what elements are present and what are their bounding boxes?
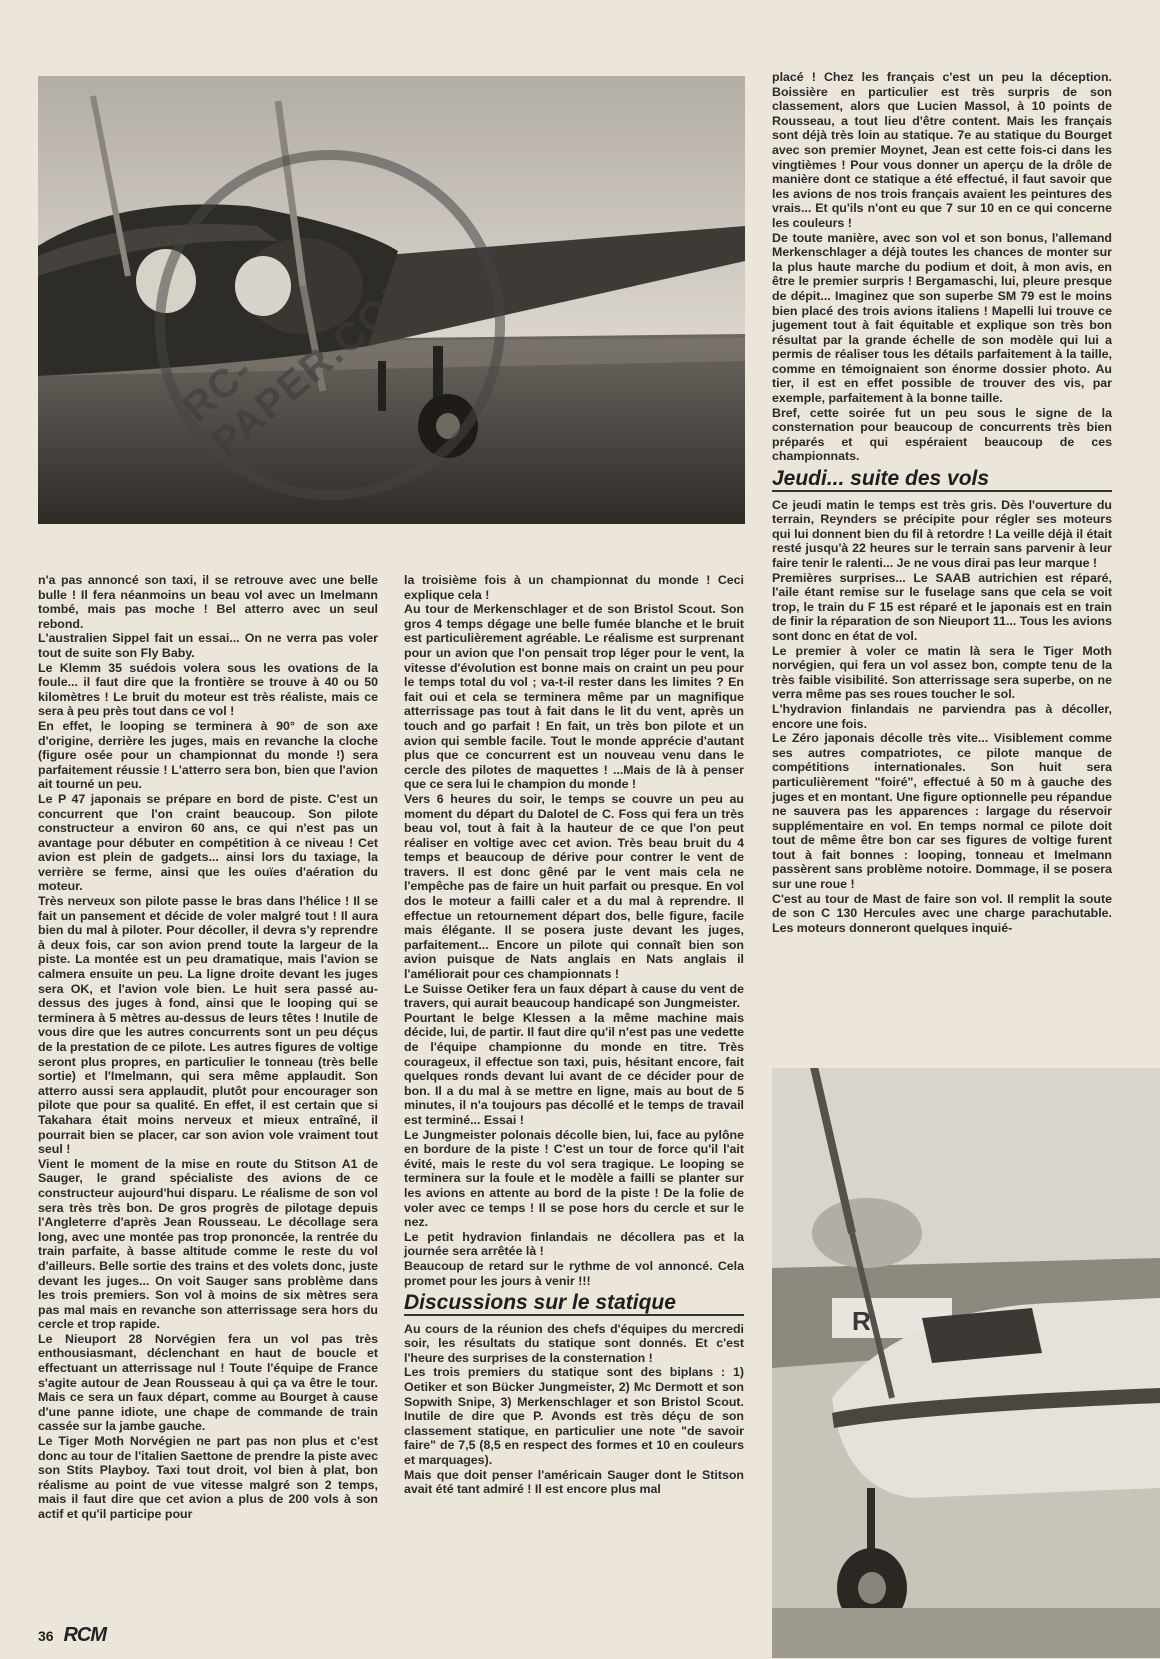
paragraph: Vient le moment de la mise en route du Stitson A1 de Sauger, le grand spécialiste des avions de ce constructeur aujourd'hui disparu. Le réalisme de son vol sera très très bon. De gros progrès de pilotage depuis l'Angleterre d'après Jean Rousseau. Le décollage sera long, avec une montée pas trop prononcée, la rentrée du train parfaite, à basse altitude comme le reste du vol d'ailleurs. Belle sortie des trains et des volets donc, juste devant les juges... On voit Sauger sans problème dans les trois premiers. Son vol à moins de six mètres sera pas mal mais en revanche son atterrissage sera hors du cercle et trop rapide. [38,1156,378,1332]
paragraph: Le P 47 japonais se prépare en bord de piste. C'est un concurrent que l'on craint beaucoup. Son pilote constructeur a environ 60 ans, ce qui n'est pas un avantage pour débuter en compétition à ce niveau ! Cet avion est plein de gadgets... ainsi lors du taxiage, la verrière se ferme, ainsi que les ouïes d'aération du moteur. [38,791,378,894]
paragraph: C'est au tour de Mast de faire son vol. Il remplit la soute de son C 130 Hercules avec une charge parachutable. Les moteurs donneront quelques inquié- [772,891,1112,935]
heading-jeudi: Jeudi... suite des vols [772,472,1112,492]
paragraph: Ce jeudi matin le temps est très gris. Dès l'ouverture du terrain, Reynders se précipite pour régler ses moteurs qui lui donnent bien du fil à retordre ! La veille déjà il était resté jusqu'à 22 heures sur le terrain sans parvenir à leur faire tenir le ralenti... Je ne vous dirai pas leur marque ! [772,497,1112,570]
paragraph: Le Nieuport 28 Norvégien fera un vol pas très enthousiasmant, déclenchant en haut de boucle et effectuant un atterrissage nul ! Toute l'équipe de France s'agite autour de Jean Rousseau à qui ça va être le tour. Mais ce sera un faux départ, comme au Bourget à cause d'une panne idiote, une chape de commande de train cassée sur la jambe gauche. [38,1331,378,1434]
paragraph: Les trois premiers du statique sont des biplans : 1) Oetiker et son Bücker Jungmeister, 2) Mc Dermott et son Sopwith Snipe, 3) Merkenschlager et son Bristol Scout. Inutile de dire que P. Avonds est très déçu de son classement statique, en particulier une note "de savoir faire" de 7,5 (8,5 en respect des formes et 10 en couleurs et marquages). [404,1365,744,1468]
paragraph: Le Zéro japonais décolle très vite... Visiblement comme ses autres compatriotes, ce pilote manque de compétitions internationales. Son huit sera particulièrement "foiré", effectué à 50 m à gauche des juges et en montant. Une figure optionnelle peu répandue ne sauvera pas les apparences : largage du réservoir supplémentaire en vol. En temps normal ce pilote doit tout de même être bon car ses figures de voltige furent tout à fait bonnes : looping, tonneau et Imelmann passèrent sans problème notoire. Dommage, il se posera sur une roue ! [772,731,1112,892]
paragraph: Bref, cette soirée fut un peu sous le signe de la consternation pour beaucoup de concurrents très bien préparés et qui espéraient beaucoup de ces championnats. [772,405,1112,464]
paragraph: Le Suisse Oetiker fera un faux départ à cause du vent de travers, qui aurait beaucoup handicapé son Jungmeister. [404,981,744,1011]
svg-text:R: R [852,1306,871,1336]
paragraph: Mais que doit penser l'américain Sauger dont le Stitson avait été tant admiré ! Il est encore plus mal [404,1467,744,1497]
paragraph: Pourtant le belge Klessen a la même machine mais décide, lui, de partir. Il faut dire qu'il n'est pas une vedette de l'équipe championne du monde en titre. Très courageux, il effectue son taxi, puis, hésitant encore, fait quelques ronds devant lui avant de ce décider pour de bon. Il a du mal à se mettre en ligne, mais au bout de 5 minutes, il n'a toujours pas décollé et le temps de travail est terminé... Essai ! [404,1010,744,1127]
paragraph: placé ! Chez les français c'est un peu la déception. Boissière en particulier est très surpris de son classement, alors que Lucien Massol, à 10 points de Rousseau, a tout lieu d'être content. Mais les français sont déjà très loin au statique. 7e au statique du Bourget avec son premier Moynet, Jean est cette fois-ci dans les vingtièmes ! Pour vous donner un aperçu de la drôle de manière dont ce statique a été effectué, il faut savoir que les avions de nos trois français avaient les peintures des vrais... Et qu'ils n'ont eu que 7 sur 10 en ce qui concerne les couleurs ! [772,70,1112,230]
page-footer [38,1624,106,1647]
heading-statique: Discussions sur le statique [404,1296,744,1316]
paragraph: Beaucoup de retard sur le rythme de vol annoncé. Cela promet pour les jours à venir !!! [404,1258,744,1288]
paragraph: Le Jungmeister polonais décolle bien, lui, face au pylône en bordure de la piste ! C'est un tour de force qu'il l'ait évité, mais le reste du vol sera tragique. Le looping se terminera sur la foule et le modèle a failli se planter sur les avions en attente au bord de la piste ! De la folie de voler avec ce temps ! Il se pose hors du cercle et sur le nez. [404,1127,744,1230]
watermark-text: RC-PAPER.COM [174,265,429,465]
paragraph: Au cours de la réunion des chefs d'équipes du mercredi soir, les résultats du statique sont donnés. Et c'est l'heure des surprises de la consternation ! [404,1321,744,1365]
photo-light-twin-model [772,1068,1160,1658]
column-middle [404,573,744,1497]
paragraph: Le petit hydravion finlandais ne décollera pas et la journée sera arrêtée là ! [404,1229,744,1259]
paragraph: n'a pas annoncé son taxi, il se retrouve avec une belle bulle ! Il fera néanmoins un beau vol avec un Imelmann tombé, mais pas moche ! Bel atterro avec un seul rebond. [38,573,378,631]
paragraph: Le Tiger Moth Norvégien ne part pas non plus et c'est donc au tour de l'italien Saettone de prendre la piste avec son Stits Playboy. Taxi tout droit, vol bien à plat, bon réalisme au point de vue vitesse malgré son 2 temps, mais il faut dire que cet avion a plus de 200 vols à son actif et qu'il participe pour [38,1434,378,1521]
paragraph: Premières surprises... Le SAAB autrichien est réparé, l'aile étant remise sur le fuselage sans que cela se voit trop, le train du F 15 est réparé et le japonais est en train de finir la réparation de son Nieuport 11... Tous les avions sont donc en état de vol. [772,570,1112,643]
paragraph: L'australien Sippel fait un essai... On ne verra pas voler tout de suite son Fly Baby. [38,631,378,660]
paragraph: L'hydravion finlandais ne parviendra pas à décoller, encore une fois. [772,701,1112,731]
paragraph: Le Klemm 35 suédois volera sous les ovations de la foule... il faut dire que la frontière se trouve à 40 ou 50 kilomètres ! Le bruit du moteur est très réaliste, mais ce sera à peu près tout dans ce vol ! [38,660,378,719]
paragraph: De toute manière, avec son vol et son bonus, l'allemand Merkenschlager a déjà toutes les chances de monter sur la plus haute marche du podium et doit, à mon avis, en être le premier surpris ! Bergamaschi, lui, pleure presque de dépit... Imaginez que son superbe SM 79 est le moins bien placé des trois avions italiens ! Mapelli lui trouve ce jugement tout à fait équitable et explique son très bon résultat par la grande échelle de son modèle qui lui a permis de réaliser tous les détails parfaitement à la taille, comme en témoignaient son énorme dossier photo. Au tier, il est en effet possible de trouver des vis, par exemple, parfaitement à la bonne taille. [772,230,1112,406]
paragraph: Au tour de Merkenschlager et de son Bristol Scout. Son gros 4 temps dégage une belle fumée blanche et le bruit est particulièrement agréable. Le réalisme est surprenant pour un avion que l'on pensait trop léger pour le vent, la vitesse d'évolution est bonne mais on craint un peu pour le temps total du vol ; va-t-il rester dans les limites ? En fait oui et cela se terminera même par un magnifique atterrissage pas tout à fait dans le lit du vent, après un touch and go parfait ! En fait, un très bon pilote et un avion qui semble facile. Tout le monde apprécie d'autant plus que ce concurrent est un nouveau venu dans le cercle des pilotes de maquettes ! ...Mais de là à penser que ce sera lui le champion du monde ! [404,602,744,792]
paragraph: Le premier à voler ce matin là sera le Tiger Moth norvégien, qui fera un vol assez bon, compte tenu de la très faible visibilité. Son atterrissage sera superbe, on ne verra même pas ses roues toucher le sol. [772,643,1112,702]
magazine-logo: RCM [63,1624,107,1646]
column-right [772,70,1112,935]
paragraph: Très nerveux son pilote passe le bras dans l'hélice ! Il se fait un pansement et décide de voler malgré tout ! Il aura bien du mal à piloter. Pour décoller, il devra s'y reprendre à deux fois, car son avion prend toute la largeur de la piste. La montée est un peu dramatique, mais l'avion se calmera ensuite un peu. La ligne droite devant les juges sera OK, et l'avion vole bien. Le huit sera passé au-dessus des juges à fond, ainsi que le looping qui se terminera à 5 mètres au-dessus de leurs têtes ! Inutile de vous dire que les autres concurrents sont un peu déçus de la prestation de ce pilote. Les autres figures de voltige seront plus propres, en particulier le tonneau (très belle sortie) et l'Imelmann, qui sera même applaudit. Son atterro aussi sera applaudit, plutôt pour encourager son pilote que pour sa qualité. En effet, il est certain que si Takahara était moins nerveux et mieux entraîné, il pourrait bien se placer, car son avion vole vraiment tout seul ! [38,894,378,1157]
column-left [38,573,378,1522]
photo-illustration [772,1068,1160,1658]
page-number: 36 [38,1628,54,1644]
paragraph: la troisième fois à un championnat du monde ! Ceci explique cela ! [404,573,744,602]
paragraph: En effet, le looping se terminera à 90° de son axe d'origine, derrière les juges, mais en revanche la cloche (figure osée pour un championnat du monde !) sera parfaitement réussie ! L'atterro sera bon, bien que l'avion ait tourné un peu. [38,718,378,792]
paragraph: Vers 6 heures du soir, le temps se couvre un peu au moment du départ du Dalotel de C. Foss qui fera un très beau vol, tout à fait à la hauteur de ce que l'on peut réaliser en voltige avec cet avion. Très beau bruit du 4 temps et beaucoup de dérive pour contrer le vent de travers. Il est donc gêné par le vent mais cela ne l'empêche pas de faire un huit parfait ou presque. En vol dos le moteur a failli caler et a du mal à reprendre. Il effectue un retournement départ dos, belle figure, facile mais élégante. Il se posera juste devant les juges, parfaitement... Encore un pilote qui connaît bien son avion puisque de Nats anglais en Nats anglais il l'améliorait pour ces championnats ! [404,791,744,982]
